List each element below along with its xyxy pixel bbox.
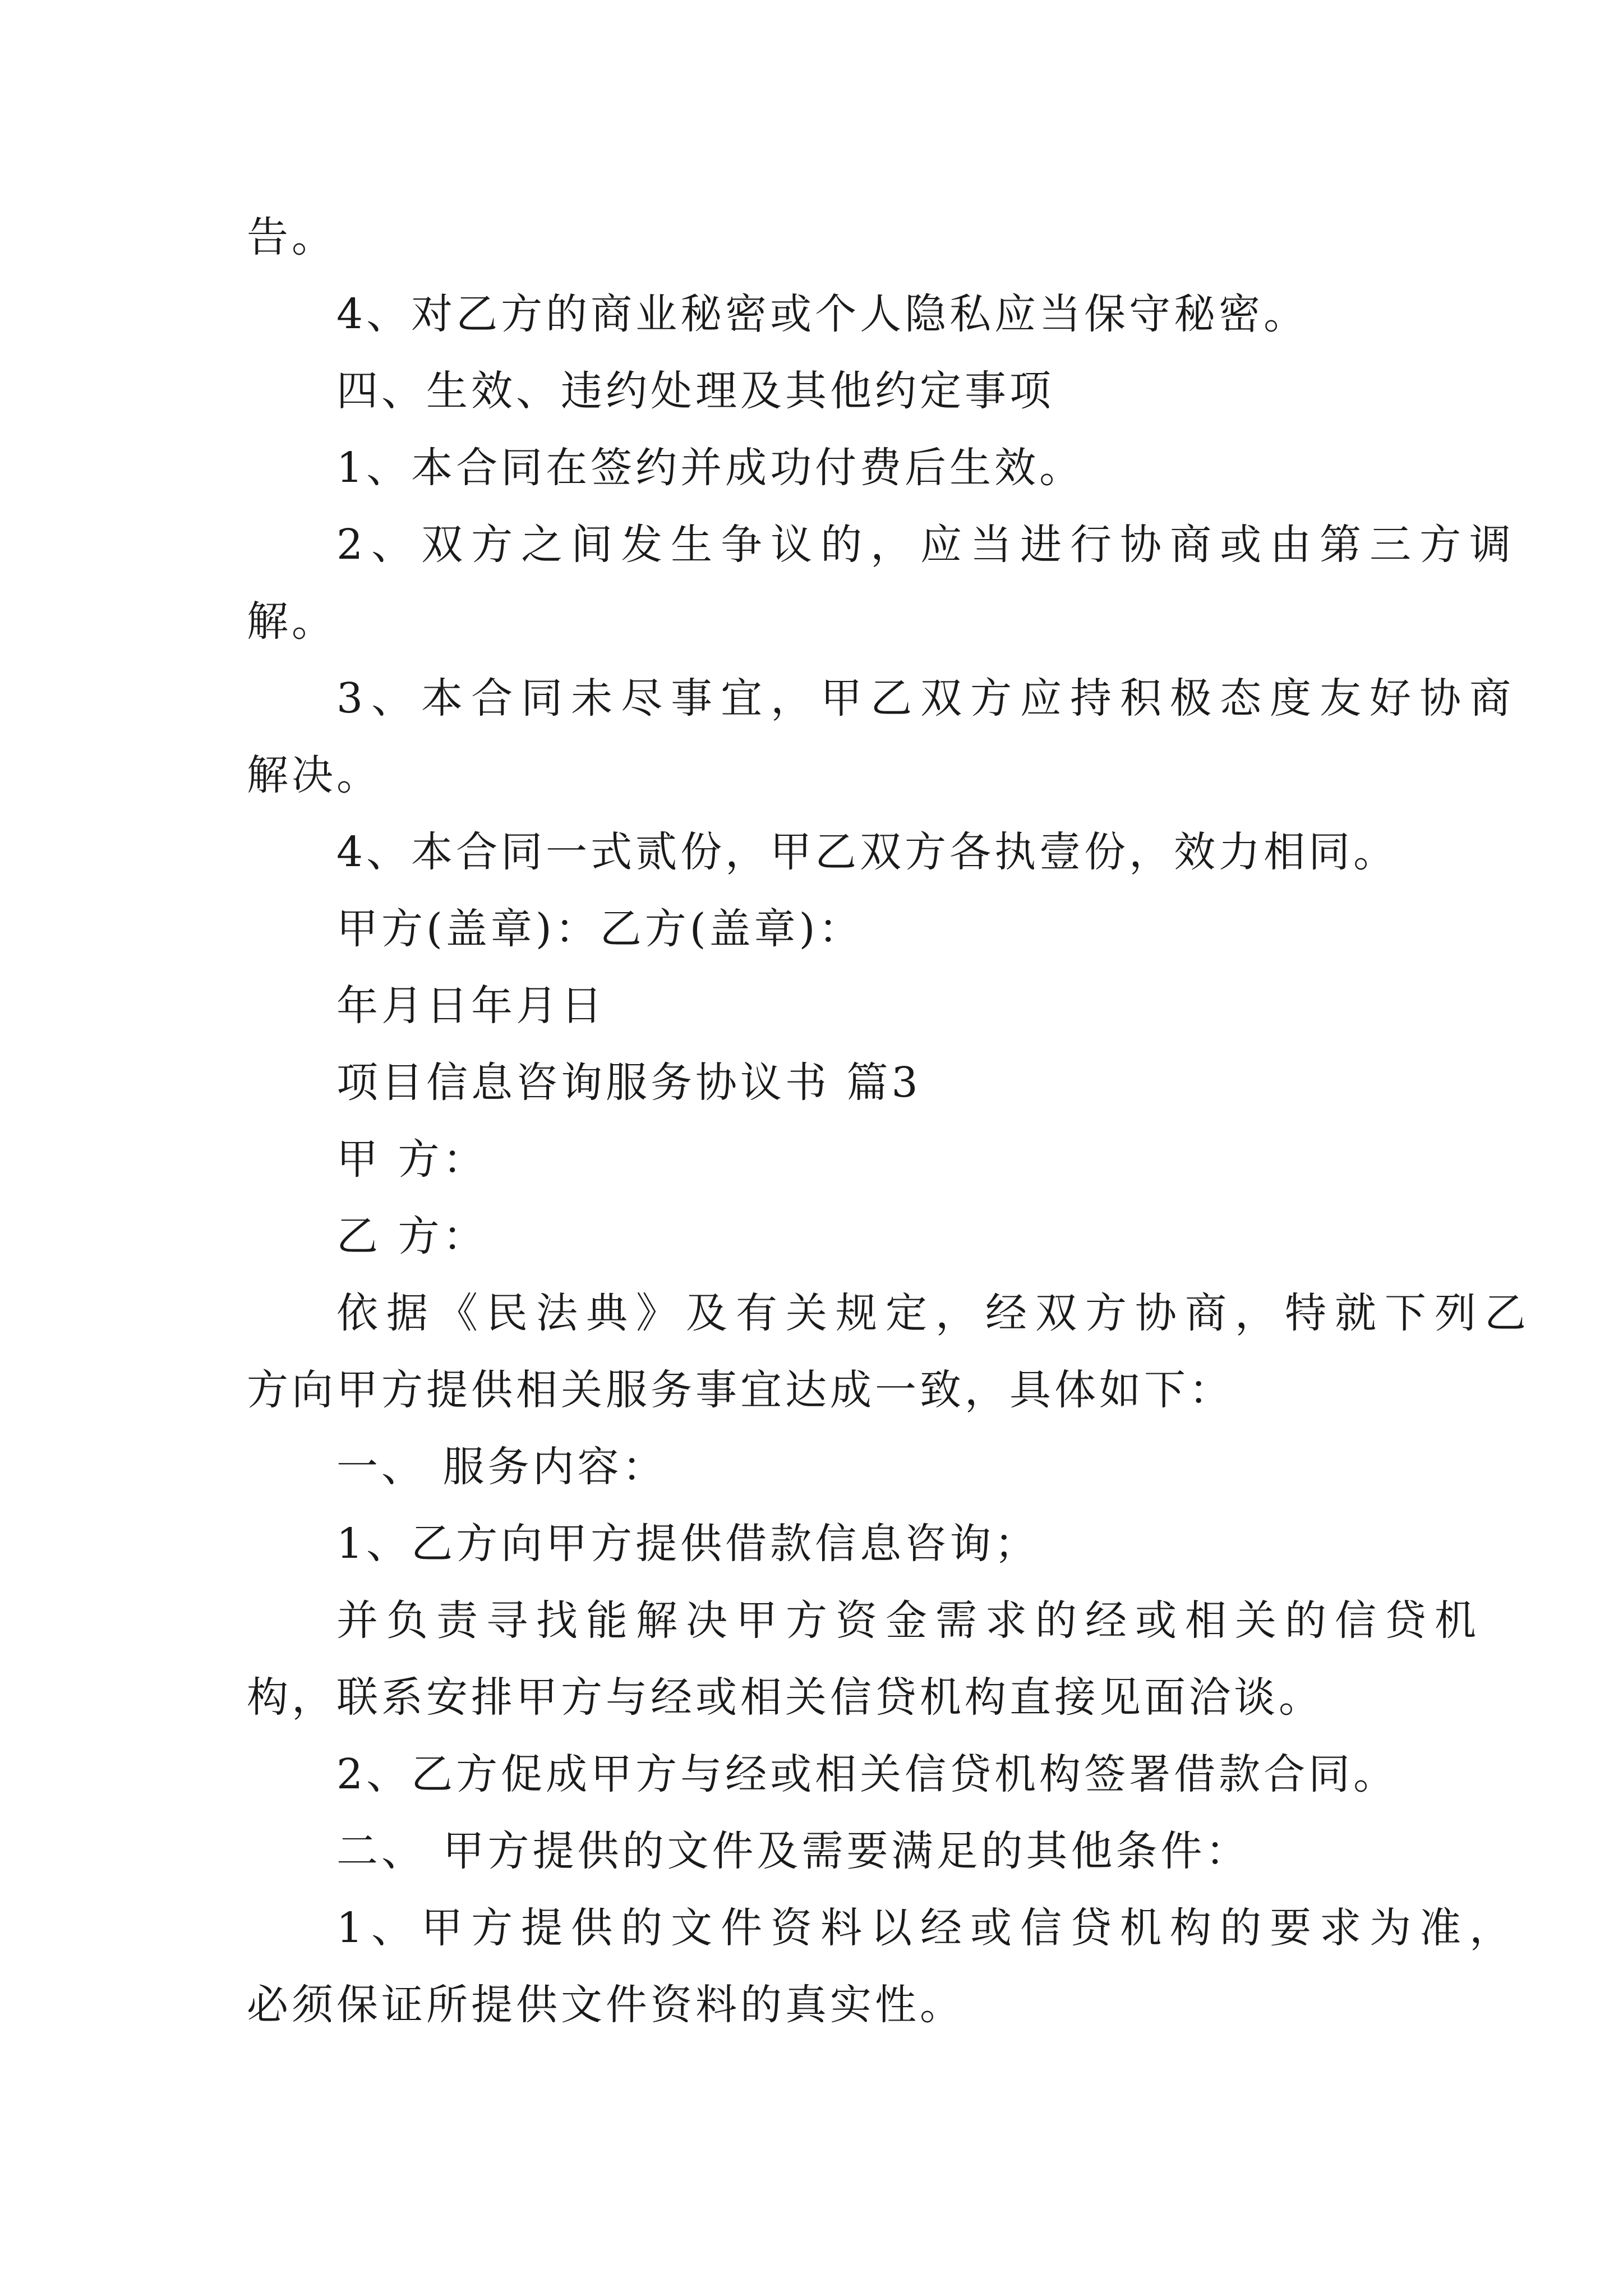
- text-line: 甲方(盖章)：乙方(盖章)：: [336, 905, 864, 953]
- text-line: 依据《民法典》及有关规定，经双方协商，特就下列乙: [336, 1289, 1534, 1337]
- text-line: 年月日年月日: [336, 982, 606, 1030]
- text-line: 3、本合同未尽事宜，甲乙双方应持积极态度友好协商: [336, 674, 1520, 723]
- text-line: 四、生效、违约处理及其他约定事项: [336, 367, 1054, 415]
- section-title: 项目信息咨询服务协议书 篇3: [336, 1059, 921, 1107]
- text-line: 必须保证所提供文件资料的真实性。: [247, 1981, 965, 2029]
- text-line: 方向甲方提供相关服务事宜达成一致，具体如下：: [247, 1366, 1234, 1414]
- text-line: 乙 方：: [336, 1212, 488, 1260]
- text-line: 1、本合同在签约并成功付费后生效。: [336, 444, 1085, 492]
- text-line: 4、本合同一式贰份，甲乙双方各执壹份，效力相同。: [336, 828, 1399, 876]
- text-line: 构，联系安排甲方与经或相关信贷机构直接见面洽谈。: [247, 1673, 1324, 1722]
- text-line: 解决。: [247, 751, 381, 799]
- text-line: 1、乙方向甲方提供借款信息咨询；: [336, 1520, 1040, 1568]
- document-body: [247, 199, 1534, 2044]
- text-line: 4、对乙方的商业秘密或个人隐私应当保守秘密。: [336, 290, 1309, 338]
- text-line: 2、双方之间发生争议的，应当进行协商或由第三方调: [336, 521, 1520, 569]
- text-line: 并负责寻找能解决甲方资金需求的经或相关的信贷机: [336, 1596, 1484, 1645]
- text-line: 解。: [247, 597, 336, 646]
- text-line: 告。: [247, 213, 336, 261]
- text-line: 二、 甲方提供的文件及需要满足的其他条件：: [336, 1827, 1251, 1875]
- text-line: 甲 方：: [336, 1135, 488, 1184]
- text-line: 一、 服务内容：: [336, 1443, 667, 1491]
- text-line: 1、甲方提供的文件资料以经或信贷机构的要求为准，: [336, 1904, 1520, 1952]
- text-line: 2、乙方促成甲方与经或相关信贷机构签署借款合同。: [336, 1750, 1399, 1798]
